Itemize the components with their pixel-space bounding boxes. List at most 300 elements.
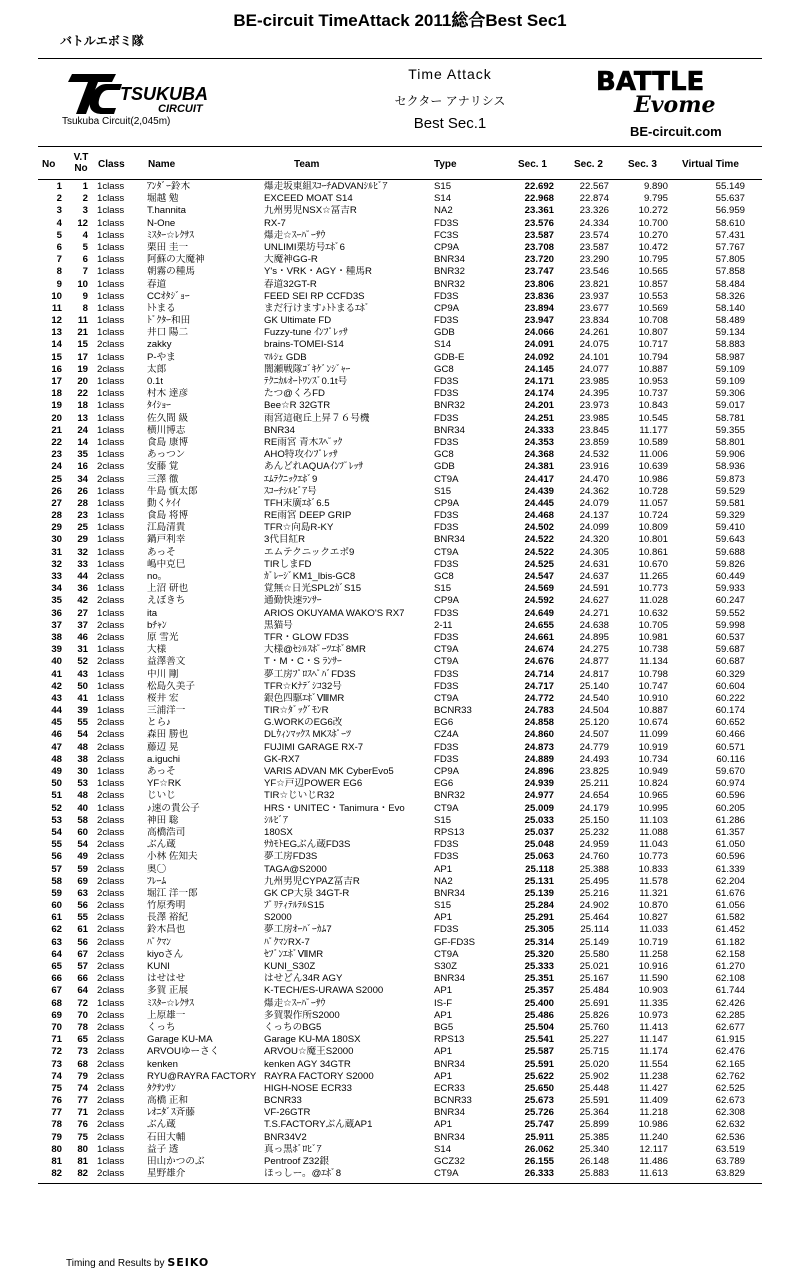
table-row: [0, 864, 800, 876]
cell-sec1: 25.673: [524, 1095, 554, 1107]
cell-sec3: 10.717: [638, 339, 668, 351]
cell-virtual-time: 60.596: [715, 790, 745, 802]
cell-name: 阿蘇の大魔神: [147, 254, 205, 266]
cell-no: 76: [51, 1095, 62, 1107]
cell-team: ﾏﾙｼｪ GDB: [264, 351, 307, 363]
cell-sec2: 24.959: [579, 839, 609, 851]
cell-sec3: 11.147: [639, 1034, 668, 1046]
cell-sec1: 24.939: [524, 778, 554, 790]
cell-virtual-time: 60.571: [715, 741, 745, 753]
brand-url: BE-circuit.com: [630, 124, 722, 139]
cell-team: 春道32GT-R: [264, 278, 317, 290]
seiko-logo: SEIKO: [167, 1256, 210, 1269]
cell-sec2: 25.495: [579, 875, 609, 887]
cell-no: 47: [51, 741, 62, 753]
cell-class: 1class: [97, 241, 125, 253]
cell-virtual-time: 63.829: [715, 1168, 745, 1180]
cell-vt-no: 1: [82, 181, 88, 192]
cell-sec3: 10.728: [638, 485, 668, 497]
cell-no: 43: [51, 692, 62, 704]
cell-class: 1class: [97, 376, 125, 387]
cell-sec3: 10.553: [638, 290, 668, 302]
cell-sec1: 24.717: [524, 680, 554, 692]
cell-sec1: 25.009: [524, 802, 554, 814]
cell-vt-no: 37: [77, 619, 88, 631]
cell-vt-no: 58: [77, 814, 88, 826]
cell-virtual-time: 58.610: [715, 217, 745, 229]
cell-type: FD3S: [434, 839, 459, 851]
cell-team: たつ@くろFD: [264, 388, 325, 400]
cell-sec2: 23.985: [579, 376, 609, 387]
cell-name: 三浦洋一: [147, 705, 186, 717]
table-row: [0, 327, 800, 339]
cell-vt-no: 41: [77, 692, 88, 704]
cell-class: 1class: [97, 766, 125, 777]
cell-sec1: 24.889: [524, 753, 554, 765]
cell-class: 2class: [97, 1046, 125, 1058]
cell-sec3: 11.258: [639, 948, 668, 960]
table-row: [0, 571, 800, 583]
cell-team: TFR☆Kﾅﾃﾞｼｺ32号: [264, 680, 342, 692]
cell-team: ﾊﾟｸﾏﾝRX-7: [264, 936, 310, 948]
cell-sec2: 24.895: [579, 631, 609, 643]
cell-virtual-time: 59.906: [715, 449, 745, 461]
cell-vt-no: 54: [77, 839, 88, 851]
cell-type: FD3S: [434, 680, 459, 692]
cell-name: ﾄﾞｸﾀｰ和田: [147, 315, 191, 327]
cell-vt-no: 18: [77, 400, 88, 412]
cell-name: ﾐｽﾀｰ☆ﾚｸｻｽ: [147, 997, 194, 1009]
team-name: バトルエボミ隊: [60, 34, 144, 48]
cell-type: GDB: [434, 461, 455, 473]
cell-team: AHO特攻ｲﾝﾌﾟﾚｯｻ: [264, 449, 338, 461]
cell-no: 71: [51, 1034, 62, 1046]
cell-no: 61: [51, 912, 62, 924]
cell-vt-no: 71: [77, 1107, 88, 1119]
table-row: [0, 1168, 800, 1180]
cell-sec1: 24.439: [524, 485, 554, 497]
cell-type: FD3S: [434, 290, 459, 302]
cell-no: 3: [56, 205, 62, 217]
cell-sec1: 25.139: [524, 887, 554, 899]
cell-class: 2class: [97, 1070, 125, 1082]
cell-virtual-time: 61.915: [715, 1034, 745, 1046]
cell-team: ほっしー。@ｴﾎﾞ8: [264, 1168, 342, 1180]
cell-vt-no: 82: [77, 1168, 88, 1180]
table-row: [0, 522, 800, 534]
cell-sec3: 10.773: [638, 583, 668, 595]
cell-no: 66: [51, 973, 62, 985]
cell-sec2: 26.148: [579, 1156, 609, 1167]
table-row: [0, 388, 800, 400]
table-row: [0, 827, 800, 839]
cell-sec3: 11.590: [639, 973, 668, 985]
cell-virtual-time: 60.974: [715, 778, 745, 790]
cell-vt-no: 49: [77, 851, 88, 863]
cell-team: 夢工房ﾌﾟﾛｽﾍﾟﾊﾞFD3S: [264, 668, 356, 680]
cell-vt-no: 69: [77, 875, 88, 887]
cell-class: 1class: [97, 534, 125, 546]
cell-sec1: 23.587: [524, 229, 554, 241]
cell-name: 松島久美子: [147, 680, 195, 692]
cell-type: FD3S: [434, 668, 459, 680]
cell-virtual-time: 60.596: [715, 851, 745, 863]
cell-virtual-time: 61.452: [715, 924, 745, 936]
cell-name: 中川 剛: [147, 668, 179, 680]
cell-sec3: 10.949: [638, 766, 668, 777]
cell-team: 黒猫号: [264, 619, 293, 631]
cell-sec1: 24.091: [524, 339, 554, 351]
cell-sec1: 23.361: [524, 205, 554, 217]
cell-class: 1class: [97, 680, 125, 692]
table-row: [0, 205, 800, 217]
cell-vt-no: 34: [77, 473, 88, 485]
cell-team: エムテクニックエボ9: [264, 546, 355, 558]
cell-sec2: 23.821: [579, 278, 609, 290]
cell-name: 横川博志: [147, 424, 186, 436]
table-row: [0, 632, 800, 644]
cell-team: RE雨宮 DEEP GRIP: [264, 510, 352, 522]
cell-sec3: 11.218: [639, 1107, 668, 1119]
cell-sec3: 10.708: [638, 315, 668, 327]
cell-name: YF☆RK: [147, 778, 182, 790]
cell-type: RPS13: [434, 826, 465, 838]
cell-team: ｴﾑﾃｸﾆｯｸｴﾎﾞ9: [264, 473, 318, 485]
cell-name: 長澤 裕紀: [147, 912, 189, 924]
cell-sec2: 23.825: [579, 766, 609, 777]
cell-sec1: 24.417: [524, 473, 554, 485]
cell-vt-no: 11: [77, 315, 88, 327]
table-row: [0, 279, 800, 291]
cell-name: 森田 勝也: [147, 729, 189, 741]
cell-team: 真っ黒ﾎﾞﾛﾋﾞｱ: [264, 1143, 322, 1155]
cell-no: 82: [51, 1168, 62, 1180]
table-row: [0, 547, 800, 559]
evome-wordmark: Evome: [634, 92, 716, 118]
cell-no: 69: [51, 1009, 62, 1021]
cell-type: S15: [434, 583, 452, 595]
cell-team: 多賀製作所S2000: [264, 1009, 340, 1021]
cell-vt-no: 55: [77, 717, 88, 729]
cell-type: FD3S: [434, 753, 459, 765]
cell-no: 48: [51, 753, 62, 765]
cell-class: 2class: [97, 826, 125, 838]
cell-class: 1class: [97, 997, 125, 1009]
cell-sec1: 25.351: [524, 973, 554, 985]
cell-vt-no: 2: [82, 193, 88, 205]
table-row: [0, 181, 800, 193]
cell-sec3: 10.705: [638, 619, 668, 631]
cell-name: kenken: [147, 1058, 178, 1070]
cell-name: N-One: [147, 217, 176, 229]
cell-vt-no: 73: [77, 1046, 88, 1058]
cell-virtual-time: 62.108: [715, 973, 745, 985]
cell-name: 田山かつのぶ: [147, 1156, 205, 1167]
cell-name: 藤辺 晃: [147, 741, 179, 753]
battle-evome-logo: [588, 62, 758, 132]
cell-team: TIR☆ﾀﾞｯｸﾞﾓﾝR: [264, 705, 329, 717]
table-row: [0, 924, 800, 936]
cell-sec3: 10.589: [638, 436, 668, 448]
cell-sec1: 25.400: [524, 997, 554, 1009]
cell-name: 江島清貴: [147, 522, 186, 534]
cell-virtual-time: 60.466: [715, 729, 745, 741]
cell-vt-no: 78: [77, 1021, 88, 1033]
cell-name: 佐久間 級: [147, 412, 189, 424]
cell-class: 1class: [97, 449, 125, 461]
cell-no: 65: [51, 961, 62, 972]
cell-sec2: 24.334: [579, 217, 609, 229]
cell-sec2: 24.075: [579, 339, 609, 351]
cell-no: 8: [56, 266, 62, 278]
cell-sec3: 11.134: [639, 656, 668, 668]
table-row: [0, 339, 800, 351]
cell-class: 1class: [97, 290, 125, 302]
cell-sec3: 10.916: [638, 961, 668, 972]
cell-name: あっそ: [147, 546, 176, 558]
cell-sec1: 24.649: [524, 607, 554, 619]
cell-sec1: 25.284: [524, 900, 554, 912]
cell-virtual-time: 62.426: [715, 997, 745, 1009]
cell-vt-no: 59: [77, 863, 88, 875]
cell-team: VARIS ADVAN MK CyberEvo5: [264, 766, 394, 777]
cell-vt-no: 19: [77, 363, 88, 375]
cell-name: ぶん蔵: [147, 1119, 176, 1131]
cell-sec2: 25.232: [579, 826, 609, 838]
cell-virtual-time: 60.604: [715, 680, 745, 692]
cell-team: Pentroof Z32銀: [264, 1156, 330, 1167]
cell-sec3: 11.554: [639, 1058, 668, 1070]
cell-sec3: 12.117: [639, 1143, 668, 1155]
cell-no: 39: [51, 644, 62, 656]
cell-team: FUJIMI GARAGE RX-7: [264, 741, 364, 753]
table-row: [0, 230, 800, 242]
cell-name: KUNI: [147, 961, 170, 972]
table-row: [0, 1119, 800, 1131]
cell-type: CT9A: [434, 644, 459, 656]
cell-class: 1class: [97, 412, 125, 424]
cell-name: 上原雄一: [147, 1009, 186, 1021]
cell-virtual-time: 56.959: [715, 205, 745, 217]
cell-type: GC8: [434, 363, 454, 375]
table-row: [0, 474, 800, 486]
cell-sec3: 11.028: [639, 595, 668, 607]
cell-no: 16: [51, 363, 62, 375]
cell-virtual-time: 59.355: [715, 424, 745, 436]
cell-class: 2class: [97, 753, 125, 765]
cell-sec1: 25.033: [524, 814, 554, 826]
cell-class: 1class: [97, 388, 125, 400]
cell-vt-no: 57: [77, 961, 88, 972]
cell-sec2: 25.484: [579, 985, 609, 997]
cell-type: FD3S: [434, 558, 459, 570]
cell-class: 2class: [97, 936, 125, 948]
cell-vt-no: 75: [77, 1131, 88, 1143]
cell-type: BNR32: [434, 790, 465, 802]
cell-name: 食島 将博: [147, 510, 189, 522]
cell-sec3: 10.910: [638, 692, 668, 704]
cell-team: BNR34: [264, 424, 295, 436]
cell-virtual-time: 62.673: [715, 1095, 745, 1107]
cell-sec2: 25.216: [579, 887, 609, 899]
table-row: [0, 1010, 800, 1022]
table-row: [0, 583, 800, 595]
cell-sec3: 10.639: [638, 461, 668, 473]
cell-vt-no: 39: [77, 705, 88, 717]
cell-sec3: 10.807: [638, 327, 668, 339]
circuit-name: Tsukuba Circuit(2,045m): [62, 116, 171, 127]
cell-class: 1class: [97, 546, 125, 558]
cell-name: ﾊﾟｸﾏﾝ: [147, 936, 171, 948]
cell-team: 闇瀬戦隊ｺﾞｷｹﾞﾝｼﾞｬｰ: [264, 363, 351, 375]
cell-sec1: 24.381: [524, 461, 554, 473]
cell-name: Garage KU-MA: [147, 1034, 213, 1046]
cell-type: FD3S: [434, 412, 459, 424]
cell-sec3: 10.632: [638, 607, 668, 619]
cell-class: 1class: [97, 400, 125, 412]
cell-vt-no: 29: [77, 534, 88, 546]
cell-no: 13: [51, 327, 62, 339]
cell-type: BCNR33: [434, 705, 472, 717]
table-row: [0, 876, 800, 888]
cell-type: GF-FD3S: [434, 936, 476, 948]
cell-sec3: 10.843: [638, 400, 668, 412]
cell-type: BG5: [434, 1021, 454, 1033]
cell-sec3: 11.613: [639, 1168, 668, 1180]
cell-team: ｻｶﾓﾄEGぶん蔵FD3S: [264, 839, 351, 851]
cell-type: NA2: [434, 205, 453, 217]
cell-class: 2class: [97, 1131, 125, 1143]
cell-type: GDB-E: [434, 351, 465, 363]
cell-team: 爆走☆ｽｰﾊﾟｰｻｳ: [264, 229, 326, 241]
cell-vt-no: 28: [77, 497, 88, 509]
cell-name: とら♪: [147, 717, 171, 729]
cell-name: 益子 透: [147, 1143, 179, 1155]
cell-sec3: 10.569: [638, 302, 668, 314]
cell-team: TIRしまFD: [264, 558, 312, 570]
cell-vt-no: 54: [77, 729, 88, 741]
cell-name: P-やま: [147, 351, 176, 363]
cell-team: ｼﾙﾋﾞｱ: [264, 814, 288, 826]
cell-type: GDB: [434, 327, 455, 339]
cell-no: 10: [51, 290, 62, 302]
cell-class: 2class: [97, 1034, 125, 1046]
cell-team: 通勤快速ﾗﾝｻｰ: [264, 595, 322, 607]
cell-sec2: 23.937: [579, 290, 609, 302]
cell-sec1: 24.873: [524, 741, 554, 753]
cell-sec1: 24.714: [524, 668, 554, 680]
cell-sec3: 10.794: [638, 351, 668, 363]
cell-name: 春道: [147, 278, 167, 290]
cell-type: NA2: [434, 875, 453, 887]
results-table-body: [0, 181, 800, 1180]
cell-no: 32: [51, 558, 62, 570]
cell-no: 34: [51, 583, 62, 595]
cell-no: 42: [51, 680, 62, 692]
cell-name: 高橋浩司: [147, 826, 186, 838]
cell-class: 2class: [97, 839, 125, 851]
cell-type: FD3S: [434, 851, 459, 863]
cell-vt-no: 33: [77, 558, 88, 570]
cell-vt-no: 35: [77, 449, 88, 461]
cell-sec1: 24.858: [524, 717, 554, 729]
cell-virtual-time: 58.326: [715, 290, 745, 302]
cell-no: 79: [51, 1131, 62, 1143]
cell-type: BNR32: [434, 266, 465, 278]
table-row: [0, 449, 800, 461]
cell-sec3: 10.565: [638, 266, 668, 278]
cell-virtual-time: 61.050: [715, 839, 745, 851]
cell-sec2: 24.532: [579, 449, 609, 461]
cell-sec1: 24.353: [524, 436, 554, 448]
cell-name: 星野雄介: [147, 1168, 186, 1180]
cell-no: 81: [51, 1156, 62, 1167]
cell-team: 大魔神GG-R: [264, 254, 318, 266]
cell-type: S15: [434, 814, 452, 826]
cell-sec3: 10.700: [638, 217, 668, 229]
cell-class: 2class: [97, 595, 125, 607]
cell-class: 1class: [97, 644, 125, 656]
cell-sec2: 24.320: [579, 534, 609, 546]
table-row: [0, 1083, 800, 1095]
cell-vt-no: 67: [77, 948, 88, 960]
header-sec1: Sec. 1: [518, 159, 547, 170]
cell-sec1: 24.896: [524, 766, 554, 777]
cell-sec1: 25.591: [524, 1058, 554, 1070]
table-row: [0, 693, 800, 705]
cell-sec3: 9.795: [643, 193, 668, 205]
cell-virtual-time: 59.826: [715, 558, 745, 570]
cell-type: BNR34: [434, 1107, 465, 1119]
cell-name: くっち: [147, 1021, 176, 1033]
cell-class: 1class: [97, 254, 125, 266]
cell-team: 大様@ｾｼﾙｽﾎﾟｰﾂｴﾎﾞ8MR: [264, 644, 366, 656]
cell-name: no。: [147, 571, 168, 582]
cell-sec3: 10.887: [638, 705, 668, 717]
cell-virtual-time: 58.936: [715, 461, 745, 473]
cell-class: 1class: [97, 181, 125, 192]
cell-sec2: 25.211: [580, 778, 609, 790]
cell-type: 2-11: [434, 619, 453, 631]
cell-vt-no: 31: [77, 644, 88, 656]
cell-no: 2: [56, 193, 62, 205]
cell-virtual-time: 59.109: [715, 363, 745, 375]
cell-class: 1class: [97, 302, 125, 314]
cell-virtual-time: 61.270: [715, 961, 745, 972]
cell-name: ﾄﾄまる: [147, 302, 176, 314]
cell-sec2: 24.275: [579, 644, 609, 656]
cell-sec3: 10.801: [638, 534, 668, 546]
cell-sec1: 24.674: [524, 644, 554, 656]
cell-sec1: 24.655: [524, 619, 554, 631]
cell-no: 78: [51, 1119, 62, 1131]
cell-name: T.hannita: [147, 205, 186, 217]
table-row: [0, 998, 800, 1010]
cell-no: 70: [51, 1021, 62, 1033]
table-row: [0, 425, 800, 437]
cell-team: RE雨宮 青木ｽﾍﾟｯｸ: [264, 436, 343, 448]
cell-class: 2class: [97, 985, 125, 997]
table-row: [0, 656, 800, 668]
cell-team: Y's・VRK・AGY・種馬R: [264, 266, 372, 278]
cell-class: 1class: [97, 193, 125, 205]
cell-team: 九州男児CYPAZ冨吉R: [264, 875, 360, 887]
cell-sec2: 25.899: [579, 1119, 609, 1131]
cell-team: TIR☆じいじR32: [264, 790, 335, 802]
cell-name: えぼきち: [147, 595, 186, 607]
cell-no: 72: [51, 1046, 62, 1058]
cell-sec2: 25.340: [579, 1143, 609, 1155]
